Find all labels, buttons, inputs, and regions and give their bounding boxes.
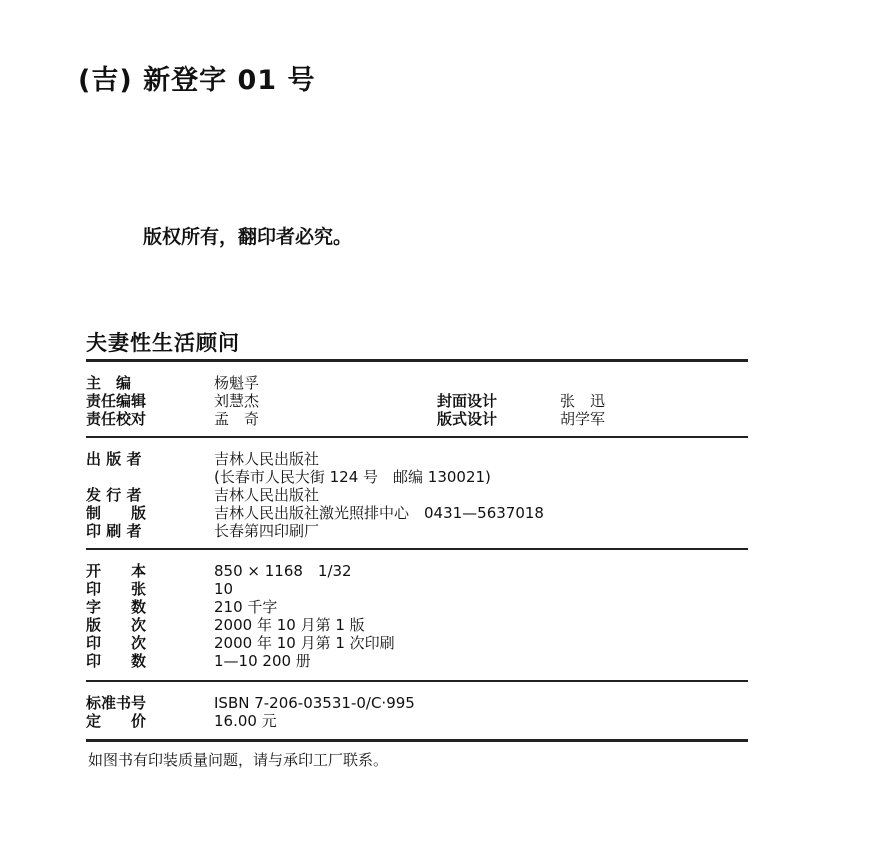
section-divider (86, 436, 748, 438)
price-value: 16.00 元 (214, 712, 277, 730)
spec-value: 10 (214, 580, 234, 598)
spec-label: 字 数 (86, 598, 147, 616)
designer-label: 版式设计 (437, 410, 498, 428)
spec-label: 印 次 (86, 634, 147, 652)
editor-value: 杨魁孚 (214, 374, 260, 392)
bottom-rule (86, 739, 748, 742)
spec-value: 1—10 200 册 (214, 652, 311, 670)
spec-value: 850 × 1168 1/32 (214, 562, 352, 580)
spec-label: 版 次 (86, 616, 147, 634)
title-rule (86, 359, 748, 362)
isbn-label: 标准书号 (86, 694, 147, 712)
publishing-value: 吉林人民出版社激光照排中心 0431—5637018 (214, 504, 544, 522)
designer-label: 封面设计 (437, 392, 498, 410)
designer-value: 张 迅 (560, 392, 606, 410)
editor-label: 责任校对 (86, 410, 147, 428)
editor-label: 主 编 (86, 374, 132, 392)
publishing-value: 吉林人民出版社 (214, 486, 320, 504)
editor-value: 孟 奇 (214, 410, 260, 428)
price-label: 定 价 (86, 712, 147, 730)
spec-value: 210 千字 (214, 598, 278, 616)
spec-label: 印 数 (86, 652, 147, 670)
editor-value: 刘慧杰 (214, 392, 260, 410)
spec-value: 2000 年 10 月第 1 次印刷 (214, 634, 395, 652)
publishing-label: 印 刷 者 (86, 522, 142, 540)
isbn-value: ISBN 7-206-03531-0/C·995 (214, 694, 415, 712)
publisher-address: (长春市人民大街 124 号 邮编 130021) (214, 468, 491, 486)
publishing-value: 吉林人民出版社 (214, 450, 320, 468)
section-divider (86, 548, 748, 550)
publication-registration-code: (吉) 新登字 01 号 (78, 65, 316, 96)
spec-label: 开 本 (86, 562, 147, 580)
quality-notice: 如图书有印装质量问题，请与承印工厂联系。 (88, 751, 389, 769)
spec-label: 印 张 (86, 580, 147, 598)
editor-label: 责任编辑 (86, 392, 147, 410)
spec-value: 2000 年 10 月第 1 版 (214, 616, 365, 634)
publishing-label: 制 版 (86, 504, 147, 522)
publishing-label: 发 行 者 (86, 486, 142, 504)
section-divider (86, 680, 748, 682)
designer-value: 胡学军 (560, 410, 606, 428)
book-title: 夫妻性生活顾问 (86, 331, 240, 355)
publishing-label: 出 版 者 (86, 450, 142, 468)
publishing-value: 长春第四印刷厂 (214, 522, 320, 540)
copyright-notice: 版权所有，翻印者必究。 (143, 226, 353, 248)
